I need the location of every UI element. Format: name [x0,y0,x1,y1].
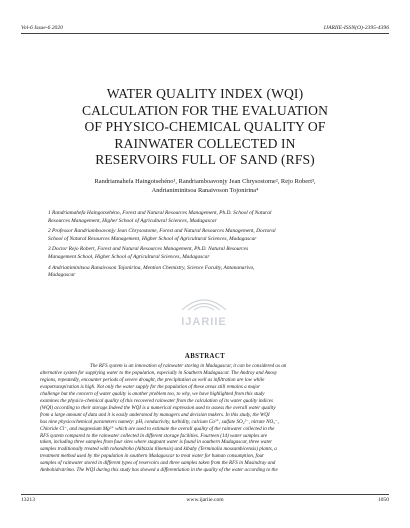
journal-watermark-logo [168,288,240,336]
abstract-line: has nine physicochemical parameters namely: pH, conductivity, turbidity, calcium Ca²⁺, sulfate SO₄²⁻, nitrate NO₃⁻, [40,418,279,425]
paper-title [40,86,370,169]
abstract-line: from a large amount of data and it is easily understood by managers and decision makers. In this study, the WQI [40,411,270,418]
abstract-line: challenge but the concern of water quality is another problem too, to why, we have highlighted from this study [40,390,265,397]
title-line: CALCULATION FOR THE EVALUATION [81,102,329,118]
abstract-heading: ABSTRACT [184,353,226,360]
affiliation-line: 2 Professor Randriamboavonjy Jean Chrysostome, Forest and Natural Resources Management, Doctoral [48,228,276,235]
footer-page-number: 1050 [377,497,389,503]
abstract-line: evapotranspiration is high. Not only the water supply for the population of these areas still remains a major [40,383,261,390]
abstract-body [40,363,370,474]
affiliation-line: Management School, Higher School of Agricultural Sciences, Madagascar [48,253,210,260]
affiliation-2 [48,228,364,243]
abstract-line: RFS system compared to the rainwater collected in different storage facilities. Fourteen (14) water samples are [40,432,268,439]
affiliation-list [48,210,364,283]
abstract-line: treatment method used by the population in southern Madagascar to treat water for human consumption, four [40,453,265,460]
abstract-line: alternative system for supplying water to the population, especially in Southern Madagascar. The Androy and Anosy [40,369,278,376]
footer-website: www.ijariie.com [186,497,224,503]
header-rule [21,33,389,34]
header-issn: IJARIIE-ISSN(O)-2395-4396 [323,25,389,31]
abstract-line: regions, repeatedly, encounter periods of severe drought, the precipitation as well as infiltration are low while [40,376,265,383]
title-line: RAINWATER COLLECTED IN [114,135,296,151]
affiliation-line: Resources Management, Higher School of Agricultural Sciences, Madagascar [48,217,217,224]
abstract-line: (WQI) according to their storage.Indeed the WQI is a numerical expression used to assess the overall water quality [40,404,276,411]
watermark-text: IJARIIE [181,316,227,328]
title-line: WATER QUALITY INDEX (WQI) [106,86,304,101]
footer-paper-id: 13213 [21,497,35,503]
affiliation-4 [48,265,364,280]
abstract-line: taken, including three samples from four sites where stagnant water is found in southern Madagascar, three water [40,439,273,446]
affiliation-line: 4 Andrianiminitsoa Ranaivoson Tojonirina, Mention Chemistry, Science Faculty, Antananarivo, [48,264,255,271]
affiliation-line: Madagascar [48,272,76,279]
abstract-line: Chloride Cl⁻, and magnesium Mg²⁺ which are used to estimate the overall quality of the rainwater collected in the [40,425,275,432]
affiliation-line: School of Natural Resources Management, Higher School of Agricultural Sciences, Madagascar [48,235,257,242]
affiliation-line: 3 Doctor Rejo Robert, Forest and Natural Resources Management, Ph.D. Natural Resources [48,246,249,253]
author-line: Randriamahefa Haingotsehéno¹, Randriamboavonjy Jean Chrysostome², Rejo Robert³, [94,178,316,185]
abstract-line: Ambohidratrimo. The WQI during this study has showed a differentiation in the quality of the water according to the [40,467,278,474]
title-line: RESERVOIRS FULL OF SAND (RFS) [95,152,315,167]
author-list [40,178,370,195]
abstract-line: samples of rainwater stored in different types of reservoirs and three samples taken from the RFS in Masindray and [40,460,276,467]
abstract-line: samples traditionally treated with rohondroho (Albizzia tlinensis) and kibaby (Terminalia mossambicensis) plants, a [40,446,277,453]
abstract-line: The RFS system is an innovation of rainwater storing in Madagascar, it can be considered as an [90,363,287,369]
title-line: OF PHYSICO-CHEMICAL QUALITY OF [84,119,326,134]
affiliation-line: 1 Randriamahefa Haingotsehéno, Forest and Natural Resources Management, Ph.D. School of Natural [48,210,272,216]
abstract-line: examines the physico-chemical quality of this recovered rainwater from the calculation of its water quality indices [40,397,273,404]
footer-rule [21,494,389,495]
author-line: Andrianiminitsoa Ranaivoson Tojonirina⁴ [151,186,259,194]
affiliation-1 [48,210,364,225]
affiliation-3 [48,246,364,261]
header-volume: Vol-6 Issue-6 2020 [21,25,63,31]
